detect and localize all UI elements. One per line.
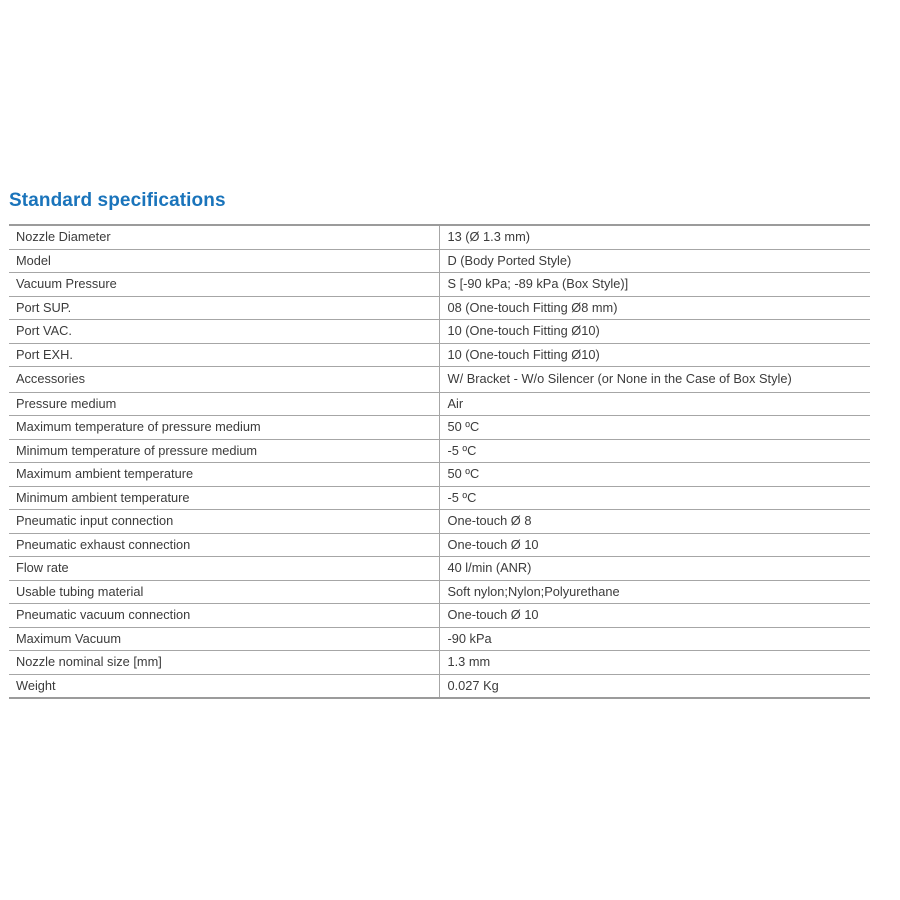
table-row bbox=[9, 510, 870, 534]
table-row bbox=[9, 392, 870, 416]
spec-value-cell: 10 (One-touch Fitting Ø10) bbox=[447, 323, 600, 338]
table-row bbox=[9, 580, 870, 604]
spec-label-cell: Pneumatic vacuum connection bbox=[9, 604, 439, 628]
spec-label-cell: Vacuum Pressure bbox=[9, 273, 439, 297]
section-title: Standard specifications bbox=[9, 190, 226, 211]
spec-label-cell: Minimum temperature of pressure medium bbox=[9, 439, 439, 463]
spec-value-cell: D (Body Ported Style) bbox=[447, 252, 572, 268]
table-row bbox=[9, 367, 870, 393]
spec-label-cell: Port VAC. bbox=[9, 320, 439, 344]
spec-value-cell: 13 (Ø 1.3 mm) bbox=[447, 229, 530, 244]
spec-label-cell: Weight bbox=[9, 674, 439, 697]
spec-value-cell: One-touch Ø 10 bbox=[447, 536, 539, 552]
spec-value-cell: -90 kPa bbox=[447, 630, 492, 646]
spec-label-cell: Maximum temperature of pressure medium bbox=[9, 416, 439, 440]
spec-label-cell: Usable tubing material bbox=[9, 580, 439, 604]
spec-label-cell: Maximum ambient temperature bbox=[9, 463, 439, 487]
spec-label-cell: Port SUP. bbox=[9, 296, 439, 320]
spec-value-cell: 40 l/min (ANR) bbox=[447, 560, 532, 575]
spec-label-cell: Pneumatic exhaust connection bbox=[9, 533, 439, 557]
spec-label-cell: Nozzle Diameter bbox=[9, 226, 439, 249]
table-row bbox=[9, 249, 870, 273]
table-row bbox=[9, 627, 870, 651]
spec-label-cell: Pressure medium bbox=[9, 392, 439, 416]
spec-label-cell: Maximum Vacuum bbox=[9, 627, 439, 651]
table-row bbox=[9, 416, 870, 440]
spec-label-cell: Pneumatic input connection bbox=[9, 510, 439, 534]
spec-label-cell: Flow rate bbox=[9, 557, 439, 581]
spec-table-body bbox=[9, 226, 870, 697]
spec-label-cell: Model bbox=[9, 249, 439, 273]
spec-label-cell: Nozzle nominal size [mm] bbox=[9, 651, 439, 675]
table-row bbox=[9, 533, 870, 557]
table-row bbox=[9, 674, 870, 697]
spec-value-cell: Soft nylon;Nylon;Polyurethane bbox=[447, 583, 620, 599]
table-row bbox=[9, 226, 870, 249]
table-row bbox=[9, 604, 870, 628]
spec-value-cell: -5 ºC bbox=[447, 489, 477, 505]
table-row bbox=[9, 439, 870, 463]
spec-value-cell: Air bbox=[447, 395, 464, 411]
table-row bbox=[9, 296, 870, 320]
table-row bbox=[9, 320, 870, 344]
table-row bbox=[9, 651, 870, 675]
standard-specifications-section bbox=[0, 190, 900, 699]
table-row bbox=[9, 463, 870, 487]
spec-value-cell: One-touch Ø 10 bbox=[447, 607, 539, 622]
spec-value-cell: One-touch Ø 8 bbox=[447, 513, 532, 528]
spec-table-container bbox=[9, 224, 870, 699]
table-row bbox=[9, 343, 870, 367]
spec-label-cell: Minimum ambient temperature bbox=[9, 486, 439, 510]
spec-label-cell: Accessories bbox=[9, 367, 439, 393]
spec-value-cell: S [-90 kPa; -89 kPa (Box Style)] bbox=[447, 276, 629, 291]
table-row bbox=[9, 273, 870, 297]
spec-value-cell: 0.027 Kg bbox=[447, 677, 499, 693]
spec-value-cell: 08 (One-touch Fitting Ø8 mm) bbox=[447, 299, 618, 315]
spec-value-cell: 10 (One-touch Fitting Ø10) bbox=[447, 346, 600, 362]
spec-value-cell: -5 ºC bbox=[447, 442, 477, 458]
standard-specifications-table bbox=[9, 226, 870, 697]
spec-value-cell: 1.3 mm bbox=[447, 654, 491, 669]
spec-value-cell: 50 ºC bbox=[447, 466, 480, 481]
table-row bbox=[9, 557, 870, 581]
spec-value-cell: 50 ºC bbox=[447, 419, 480, 434]
table-row bbox=[9, 486, 870, 510]
spec-value-cell: W/ Bracket - W/o Silencer (or None in the Case of Box Style) bbox=[447, 371, 792, 386]
spec-label-cell: Port EXH. bbox=[9, 343, 439, 367]
